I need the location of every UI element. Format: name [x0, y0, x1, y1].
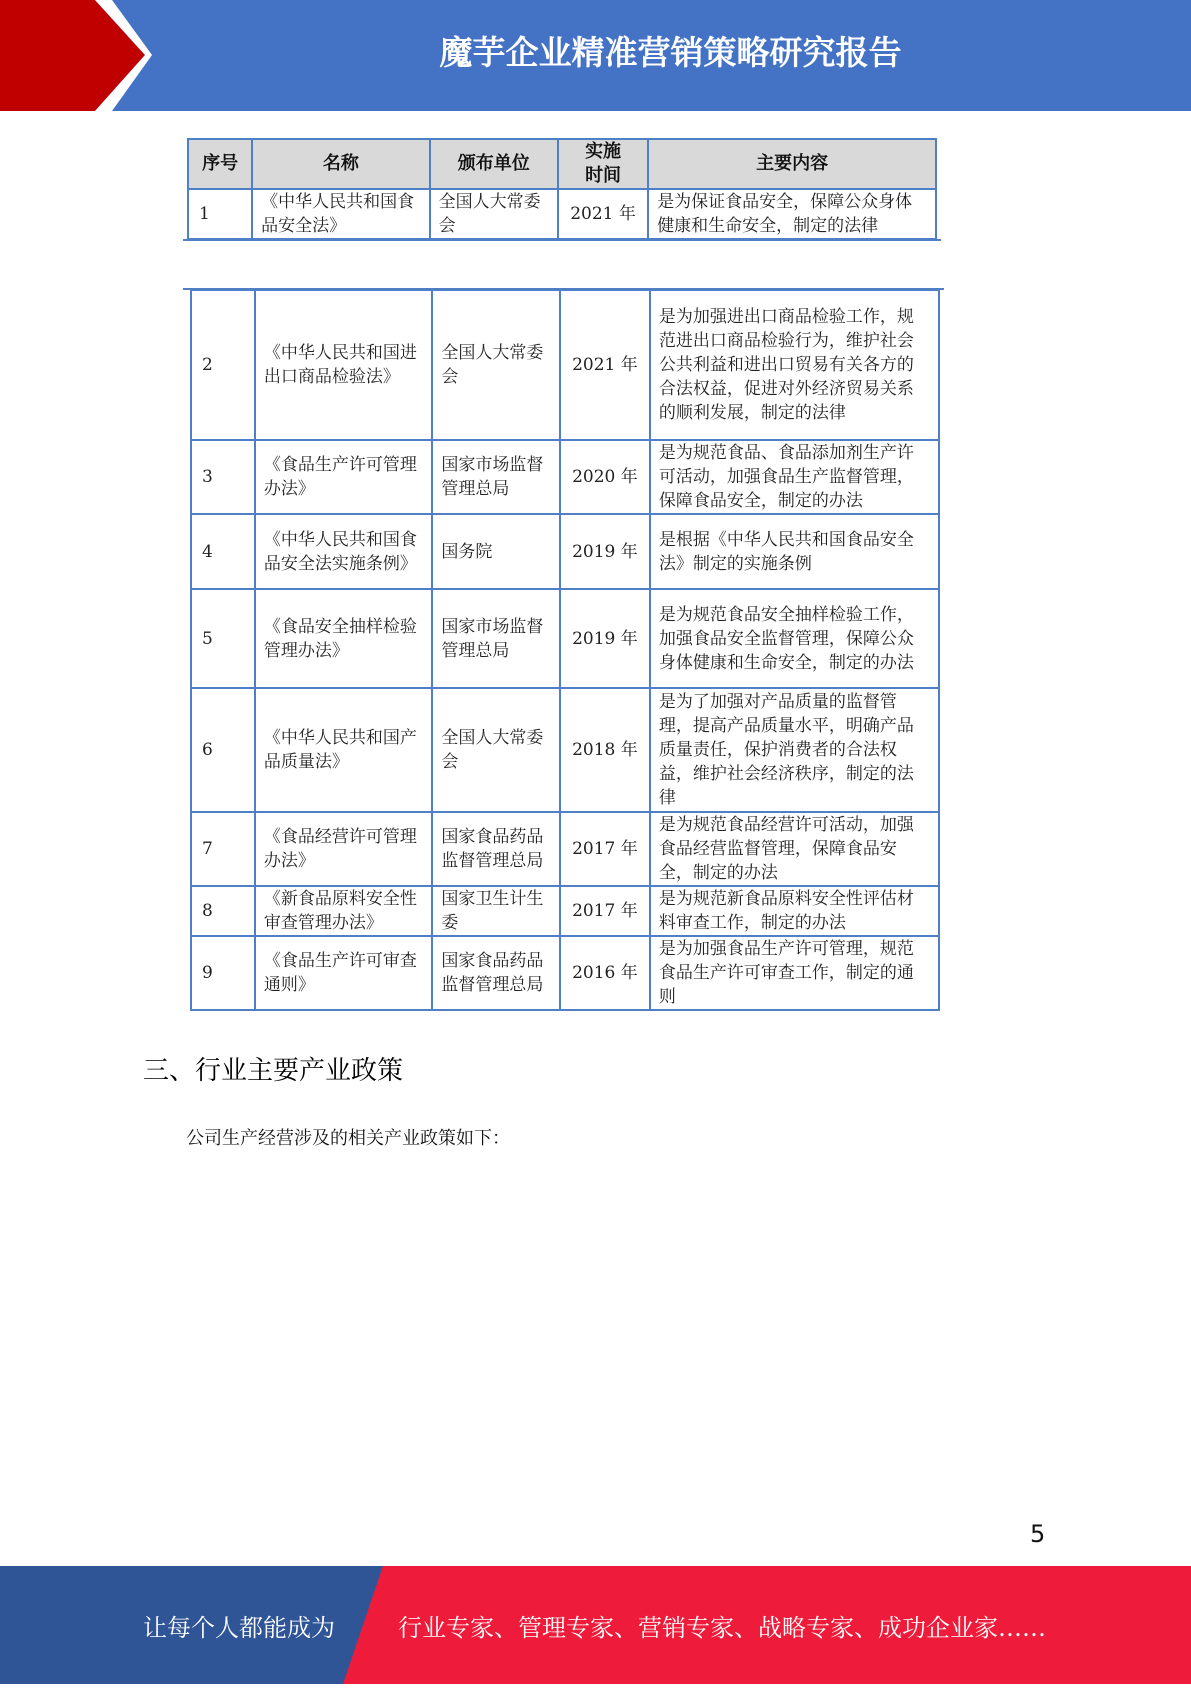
- cell-issuer: 国家市场监督管理总局: [432, 589, 560, 688]
- cell-year: 2018 年: [560, 688, 650, 812]
- report-title: 魔芋企业精准营销策略研究报告: [439, 33, 902, 72]
- page-footer: [0, 1566, 1191, 1684]
- cell-name: 《食品生产许可审查通则》: [255, 936, 433, 1010]
- table-bottom-rule: [183, 239, 941, 241]
- cell-issuer: 国家食品药品监督管理总局: [432, 936, 560, 1010]
- cell-name: 《食品经营许可管理办法》: [255, 812, 433, 886]
- cell-content: 是为规范食品、食品添加剂生产许可活动，加强食品生产监督管理，保障食品安全，制定的办法: [650, 440, 939, 514]
- cell-name: 《中华人民共和国食品安全法实施条例》: [255, 514, 433, 589]
- cell-no: 8: [191, 886, 255, 936]
- cell-no: 6: [191, 688, 255, 812]
- table-row: [191, 290, 939, 440]
- column-header-name: 名称: [252, 139, 429, 189]
- cell-name: 《新食品原料安全性审查管理办法》: [255, 886, 433, 936]
- cell-no: 2: [191, 290, 255, 440]
- footer-slogan-left: 让每个人都能成为: [143, 1614, 335, 1642]
- cell-name: 《中华人民共和国产品质量法》: [255, 688, 433, 812]
- cell-content: 是为规范食品经营许可活动，加强食品经营监督管理，保障食品安全，制定的办法: [650, 812, 939, 886]
- page-number: 5: [1030, 1520, 1046, 1548]
- cell-year: 2021 年: [558, 189, 648, 239]
- cell-content: 是根据《中华人民共和国食品安全法》制定的实施条例: [650, 514, 939, 589]
- table-header-row: [188, 139, 936, 189]
- cell-no: 9: [191, 936, 255, 1010]
- cell-no: 7: [191, 812, 255, 886]
- cell-year: 2017 年: [560, 812, 650, 886]
- cell-name: 《中华人民共和国食品安全法》: [252, 189, 429, 239]
- section-intro-paragraph: 公司生产经营涉及的相关产业政策如下：: [186, 1128, 510, 1149]
- cell-no: 1: [188, 189, 252, 239]
- cell-name: 《食品生产许可管理办法》: [255, 440, 433, 514]
- cell-year: 2019 年: [560, 514, 650, 589]
- cell-content: 是为加强进出口商品检验工作，规范进出口商品检验行为，维护社会公共利益和进出口贸易有关各方的合法权益，促进对外经济贸易关系的顺利发展，制定的法律: [650, 290, 939, 440]
- cell-issuer: 全国人大常委会: [432, 290, 560, 440]
- table-row: [188, 189, 936, 239]
- cell-no: 4: [191, 514, 255, 589]
- cell-year: 2021 年: [560, 290, 650, 440]
- cell-name: 《中华人民共和国进出口商品检验法》: [255, 290, 433, 440]
- cell-issuer: 国家卫生计生委: [432, 886, 560, 936]
- section-heading: 三、行业主要产业政策: [143, 1056, 404, 1086]
- cell-content: 是为加强食品生产许可管理，规范食品生产许可审查工作，制定的通则: [650, 936, 939, 1010]
- table-row: [191, 936, 939, 1010]
- cell-issuer: 全国人大常委会: [430, 189, 558, 239]
- regulations-table-part-1: [187, 138, 937, 240]
- cell-issuer: 全国人大常委会: [432, 688, 560, 812]
- cell-content: 是为了加强对产品质量的监督管理，提高产品质量水平，明确产品质量责任，保护消费者的合法权益，维护社会经济秩序，制定的法律: [650, 688, 939, 812]
- cell-content: 是为规范新食品原料安全性评估材料审查工作，制定的办法: [650, 886, 939, 936]
- table-row: [191, 589, 939, 688]
- cell-no: 3: [191, 440, 255, 514]
- cell-year: 2017 年: [560, 886, 650, 936]
- cell-issuer: 国家食品药品监督管理总局: [432, 812, 560, 886]
- table-row: [191, 688, 939, 812]
- column-header-content: 主要内容: [648, 139, 936, 189]
- regulations-table-part-2: [190, 289, 940, 1011]
- table-row: [191, 812, 939, 886]
- table-row: [191, 514, 939, 589]
- table-row: [191, 440, 939, 514]
- cell-no: 5: [191, 589, 255, 688]
- page-header: [0, 0, 1191, 111]
- column-header-issuer: 颁布单位: [430, 139, 558, 189]
- cell-year: 2019 年: [560, 589, 650, 688]
- cell-content: 是为保证食品安全，保障公众身体健康和生命安全，制定的法律: [648, 189, 936, 239]
- cell-content: 是为规范食品安全抽样检验工作，加强食品安全监督管理，保障公众身体健康和生命安全，制定的办法: [650, 589, 939, 688]
- cell-issuer: 国务院: [432, 514, 560, 589]
- cell-year: 2020 年: [560, 440, 650, 514]
- cell-name: 《食品安全抽样检验管理办法》: [255, 589, 433, 688]
- cell-year: 2016 年: [560, 936, 650, 1010]
- column-header-year: 实施 时间: [558, 139, 648, 189]
- header-red-arrow-decoration: [0, 0, 170, 111]
- table-row: [191, 886, 939, 936]
- column-header-no: 序号: [188, 139, 252, 189]
- cell-issuer: 国家市场监督管理总局: [432, 440, 560, 514]
- footer-slogan-right: 行业专家、管理专家、营销专家、战略专家、成功企业家……: [398, 1614, 1046, 1642]
